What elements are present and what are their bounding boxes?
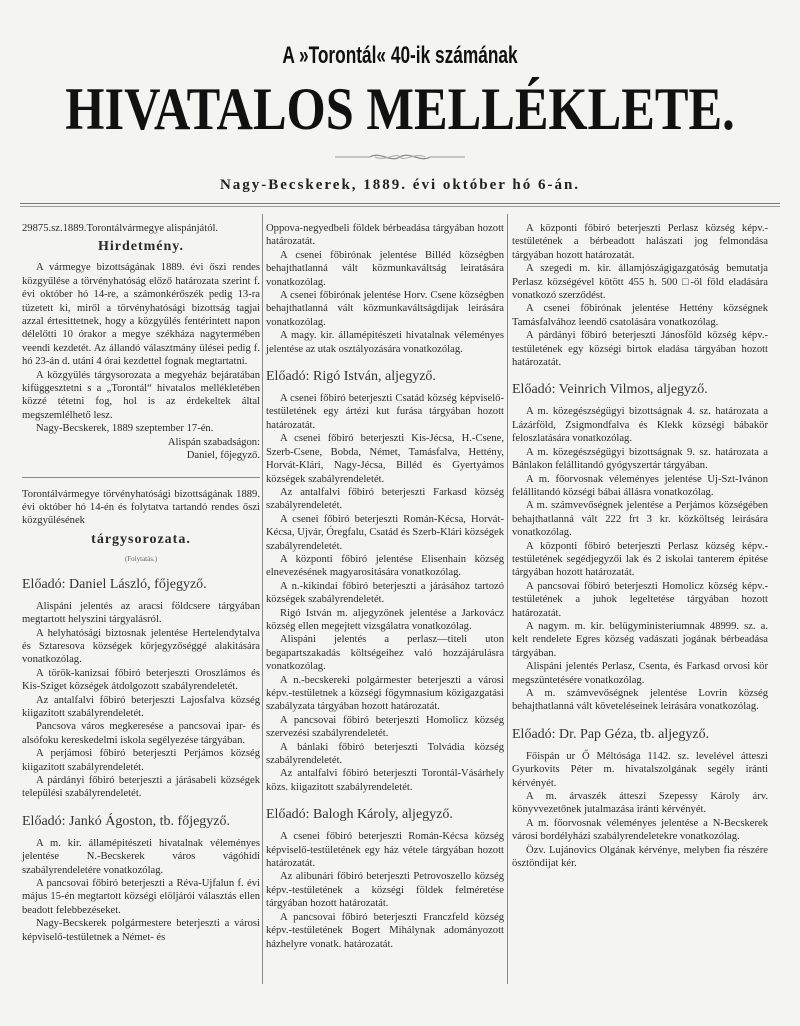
agenda-item: Az antalfalvi főbiró beterjeszti Lajosfalva község kiigazitott szabályrendeletét. <box>22 694 260 719</box>
signature-line: Daniel, főjegyző. <box>186 450 260 462</box>
agenda-item: A csenei főbiró beterjeszti Román-Kécsa község képviselő-testületének egy ház vétele tárgyában hozott határozatát. <box>266 831 504 870</box>
section-heading: tárgysorozata. <box>91 531 191 547</box>
agenda-item: Alispáni jelentés Perlasz, Csenta, és Farkasd orvosi kör megszüntetésére vonatkozólag. <box>512 661 768 686</box>
agenda-item: A közgyülés tárgysorozata a megyeház bejáratában kifüggesztetni s a „Torontál“ hivatalos mellékletében közzé tétetni fog, hol is az érdekeltek által megszemlélhető lesz. <box>22 369 260 421</box>
section-heading: Hirdetmény. <box>97 239 185 255</box>
agenda-item: Főispán ur Ő Méltósága 1142. sz. levelével átteszi Gyurkovits Péter m. hivatalszolgának segély iránti kérvényét. <box>512 750 768 789</box>
agenda-item: A m. számvevőségnek jelentése Lovrin község behajthatlanná vált követeléseinek leirására vonatkozólag. <box>512 688 768 713</box>
presenter-heading: Előadó: Balogh Károly, aljegyző. <box>266 807 453 823</box>
agenda-item: Nagy-Becskerek, 1889 szeptember 17-én. <box>36 423 214 435</box>
intro-paragraph: 29875.sz.1889.Torontálvármegye alispánjától. <box>22 223 219 234</box>
agenda-item: Rigó István m. aljegyzőnek jelentése a Jarkovácz község ellen megejtett vizsgálatra vonatkozólag. <box>266 607 504 632</box>
agenda-item: A csenei főbirónak jelentése Billéd községben behajthatlanná vált közmunkaváltság leiratására vonatkozólag. <box>266 249 504 288</box>
agenda-item: A m. számvevőségnek jelentése a Perjámos községében behajthatlanná vált 222 frt 3 kr. közköltség leirására vonatkozólag. <box>512 500 768 539</box>
agenda-item: A pancsovai főbiró beterjeszti Homolicz község szervezési szabályrendeletét. <box>266 714 504 740</box>
agenda-item: Alispáni jelentés a perlasz—titeli uton begapartszakadás költségeihez való hozzájárulásra vonatkozólag. <box>266 634 504 673</box>
continuation-note: (Folytatás.) <box>124 554 158 563</box>
header-rule-secondary <box>20 206 780 207</box>
agenda-item: A török-kanizsai főbiró beterjeszti Oroszlámos és Kis-Sziget községek átdolgozott szabályrendeletét. <box>22 667 260 693</box>
agenda-item: A csenei főbiró beterjeszti Román-Kécsa, Horvát-Kécsa, Ujvár, Óregfalu, Csatád és Szerb-Klári községek szabályrendeletét. <box>266 513 504 552</box>
agenda-item: Nagy-Becskerek polgármestere beterjeszti a városi képviselő-testületnek a Német- és <box>22 918 260 943</box>
agenda-item: A n.-kikindai főbiró beterjeszti a járásához tartozó községek szabályrendeletét. <box>266 580 504 606</box>
agenda-item: A központi főbiró beterjeszti Perlasz község képv.-testületének segédjegyzői lak és 2 iskolai tanterem épitése tárgyában hozott határozatát. <box>512 540 768 579</box>
agenda-item: A m. árvaszék átteszi Szepessy Károly árv. könyvvezetőnek jutalmazása iránti kérvényét. <box>512 791 768 816</box>
masthead-subtitle: A »Torontál« 40-ik számának <box>282 42 518 69</box>
agenda-item: A pancsovai főbiró beterjeszti Homolicz község képv.-testületének a juhok legeltetése tárgyában hozott határozatát. <box>512 580 768 619</box>
agenda-item: A perjámosi főbiró beterjeszti Perjámos község kiigazitott szabályrendeletét. <box>22 748 260 773</box>
agenda-item: A csenei főbirónak jelentése Hettény községnek Tamásfalvához leendő csatolására vonatkozólag. <box>512 303 768 328</box>
agenda-item: A m. kir. államépitészeti hivatalnak véleményes jelentése N.-Becskerek város vágóhidi szabályrendeletére vonatkozólag. <box>22 837 260 876</box>
agenda-item: A m. főorvosnak véleményes jelentése a N-Becskerek városi bordélyházi szabályrendeletekre vonatkozólag. <box>512 817 768 843</box>
agenda-item: A bánlaki főbiró beterjeszti Tolvádia község szabályrendeletét. <box>266 741 504 767</box>
intro-paragraph: Torontálvármegye törvényhatósági bizottságának 1889. évi október hó 14-én és folytatva tartandó rendes őszi közgyűlésének <box>22 488 260 527</box>
dateline: Nagy-Becskerek, 1889. évi október hó 6-án. <box>219 177 581 193</box>
agenda-item: A pancsovai főbiró beterjeszti a Réva-Ujfalun f. évi május 15-én megtartott községi elöljárói választás ellen beadott felebbezéseket. <box>22 878 260 916</box>
column-1 <box>22 222 260 944</box>
agenda-item: Özv. Lujánovics Olgának kérvénye, melyben fia részére ösztöndijat kér. <box>512 844 768 870</box>
agenda-item: A nagym. m. kir. belügyministeriumnak 48999. sz. a. kelt rendelete Egres község vadászati jogának bérbeadása tárgyában. <box>512 620 768 659</box>
presenter-heading: Előadó: Dr. Pap Géza, tb. aljegyző. <box>512 726 710 742</box>
agenda-item: A helyhatósági biztosnak jelentése Hertelendytalva és Sztaresova községek körjegyzőséggé alakitására vonatkozólag. <box>22 627 260 666</box>
agenda-item: A m. közegészségügyi bizottságnak 4. sz. határozata a Lázárföld, Zsigmondfalva és Klekk községi bábakör feloszlatására vonatkozólag. <box>512 406 768 445</box>
agenda-item: A csenei főbirónak jelentése Horv. Csene községben behajthatlanná vált közmunkaváltságdijak leirására vonatkozólag. <box>266 290 504 328</box>
section-separator <box>22 477 260 478</box>
presenter-heading: Előadó: Daniel László, főjegyző. <box>22 576 207 592</box>
column-divider <box>507 214 508 984</box>
column-2 <box>266 222 504 951</box>
masthead-title: HIVATALOS MELLÉKLETE. <box>65 76 735 142</box>
column-divider <box>262 214 263 984</box>
agenda-item: A központi főbiró jelentése Elisenhain község elnevezésének magyarositására vonatkozólag. <box>266 553 504 579</box>
agenda-item: Az alibunári főbiró beterjeszti Petrovoszello község képv.-testületének a községi földek felméretése tárgyában hozott határozatát. <box>266 871 504 910</box>
agenda-item: A szegedi m. kir. államjószágigazgatóság bemutatja Perlasz községével kötött 455 h. 500 □-öl föld eladására vonatkozó szerződést. <box>512 263 768 302</box>
agenda-item: A vármegye bizottságának 1889. évi őszi rendes közgyűlése a törvényhatóság előző határozata szerint f. évi október hó 14-re, a számonkérőszék pedig 13-ra tüzetett ki, miről a törvényhatósági bizottság tagjai azzal értesittetnek, hogy a közgyülés fentérintett napon délelőtti 10 órakor a megye székháza nagytermében veendi kezdetét. Az állandó választmány ülései pedig f. hó 23-án d. utáni 4 órai kezdettel fognak megtartatni. <box>22 262 260 368</box>
agenda-item: A csenei főbiró beterjeszti Csatád község képviselő-testületének egy ártézi kut furása tárgyában hozott határozatát. <box>266 393 504 431</box>
agenda-item: A magy. kir. államépitészeti hivatalnak véleményes jelentése az utak osztályozására vonatkozólag. <box>266 330 504 355</box>
agenda-item: A m. közegészségügyi bizottságnak 9. sz. határozata a Bánlakon felállitandó gyógyszertár tárgyában. <box>512 446 768 472</box>
agenda-item: Pancsova város megkeresése a pancsovai ipar- és alsófoku kereskedelmi iskola segélyezése tárgyában. <box>22 721 260 746</box>
agenda-item: A párdányi főbiró beterjeszti a járásabeli községek települési szabályrendeletét. <box>22 775 260 800</box>
agenda-item: A pancsovai főbiró beterjeszti Franczfeld község képv.-testületének Bogert Mihálynak adományozott házhelyre vonatk. határozatát. <box>266 911 504 950</box>
signature-line: Alispán szabadságon: <box>167 436 260 448</box>
column-3 <box>512 222 768 870</box>
agenda-item: A csenei főbiró beterjeszti Kis-Jécsa, H.-Csene, Szerb-Csene, Bobda, Német, Tamásfalva, Hettény, Horvát-Klári, Nagy-Jécsa, Billéd és Gyertyámos községek szabályrendeletét. <box>266 433 504 485</box>
header-rule <box>20 203 780 204</box>
presenter-heading: Előadó: Veinrich Vilmos, aljegyző. <box>512 382 708 398</box>
agenda-item: A párdányi főbiró beterjeszti Jánosföld község képv.-testületének egy községi birtok eladása tárgyában hozott határozatát. <box>512 330 768 369</box>
intro-paragraph: Oppova-negyedbeli földek bérbeadása tárgyában hozott határozatát. <box>266 223 504 248</box>
ornament-flourish-icon <box>330 150 470 164</box>
agenda-item: A központi főbiró beterjeszti Perlasz község képv.-testületének a bérbeadott halászati jog felmondása tárgyában hozott határozatát. <box>512 223 768 261</box>
presenter-heading: Előadó: Jankó Ágoston, tb. főjegyző. <box>22 813 231 829</box>
agenda-item: A m. főorvosnak véleményes jelentése Uj-Szt-Ivánon felállitandó községi bábai állásra vonatkozólag. <box>512 473 768 498</box>
agenda-item: Alispáni jelentés az aracsi földcsere tárgyában megtartott helyszini tárgyalásról. <box>22 600 260 626</box>
agenda-item: Az antalfalvi főbiró beterjeszti Farkasd község szabályrendeletét. <box>266 486 504 512</box>
agenda-item: Az antalfalvi főbiró beterjeszti Torontál-Vásárhely közs. kiigazitott szabályrendeletét. <box>266 768 504 793</box>
presenter-heading: Előadó: Rigó István, aljegyző. <box>266 369 436 385</box>
agenda-item: A n.-becskereki polgármester beterjeszti a városi képv.-testületnek a községi főgymnasium közigazgatási szabályzata tárgyában hozott határozatát. <box>266 674 504 713</box>
